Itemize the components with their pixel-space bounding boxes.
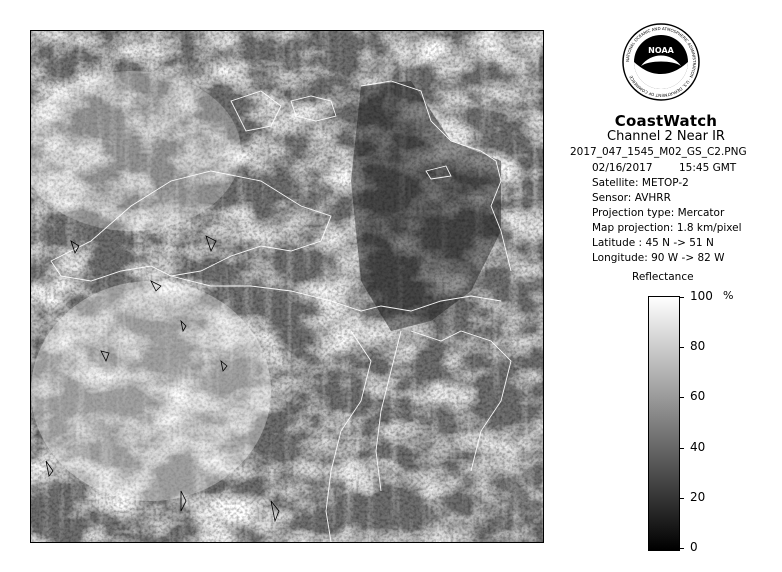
projection-type-value: Mercator: [677, 207, 725, 219]
sensor-value: AVHRR: [634, 192, 671, 204]
sensor-label: Sensor:: [592, 192, 632, 204]
satellite-image: [31, 31, 543, 542]
time-text: 15:45 GMT: [679, 162, 737, 174]
colorbar-tick-label: 60: [690, 389, 706, 404]
filename-text: 2017_047_1545_M02_GS_C2.PNG: [570, 146, 747, 158]
projection-type-label: Projection type:: [592, 207, 675, 219]
colorbar-title: Reflectance: [632, 271, 694, 283]
colorbar-tick: [679, 498, 684, 499]
map-projection-value: 1.8 km/pixel: [676, 222, 742, 234]
logo-ring-text: NATIONAL OCEANIC AND ATMOSPHERIC ADMINISTRATION · U.S. DEPARTMENT OF COMMERCE: [624, 25, 698, 99]
colorbar-tick: [679, 347, 684, 348]
projection-type-row: [592, 207, 724, 219]
colorbar-tick: [679, 297, 684, 298]
longitude-label: Longitude:: [592, 252, 648, 264]
date-text: 02/16/2017: [592, 162, 653, 174]
reflectance-colorbar: [648, 296, 680, 551]
colorbar-tick-label: 80: [690, 339, 706, 354]
channel-subtitle: Channel 2 Near IR: [607, 129, 725, 144]
colorbar-tick: [679, 448, 684, 449]
satellite-value: METOP-2: [641, 177, 689, 189]
colorbar-tick-label: 100: [690, 289, 713, 303]
satellite-row: [592, 177, 689, 189]
product-title: CoastWatch: [614, 112, 718, 130]
latitude-row: [592, 237, 714, 249]
map-projection-row: [592, 222, 742, 234]
colorbar-tick: [679, 397, 684, 398]
map-projection-label: Map projection:: [592, 222, 674, 234]
colorbar-tick-label: 0: [690, 540, 698, 554]
noaa-logo-icon: [621, 22, 701, 102]
satellite-map: [30, 30, 544, 543]
sensor-row: [592, 192, 671, 204]
latitude-label: Latitude :: [592, 237, 643, 249]
colorbar-unit: %: [723, 289, 734, 302]
colorbar-tick-label: 20: [690, 489, 706, 504]
latitude-value: 45 N -> 51 N: [645, 237, 714, 249]
longitude-row: [592, 252, 725, 264]
colorbar-tick: [679, 548, 684, 549]
satellite-label: Satellite:: [592, 177, 639, 189]
logo-text: NOAA: [648, 46, 674, 55]
colorbar-tick-label: 40: [690, 439, 706, 454]
longitude-value: 90 W -> 82 W: [651, 252, 725, 264]
